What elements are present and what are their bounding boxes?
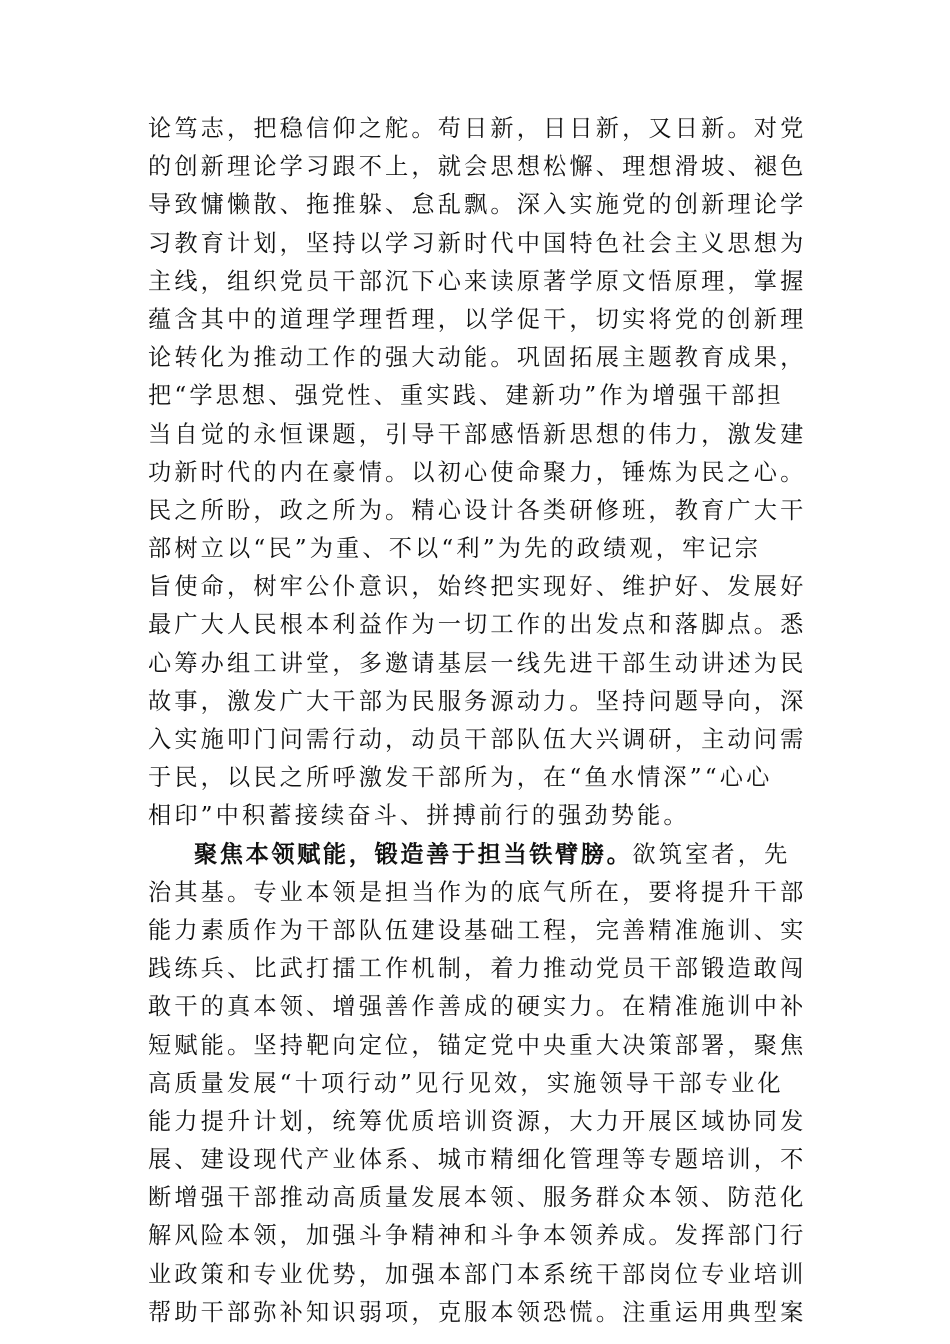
text-line: 短赋能。坚持靶向定位，锚定党中央重大决策部署，聚焦 xyxy=(148,1031,807,1059)
text-line: 习教育计划，坚持以学习新时代中国特色社会主义思想为 xyxy=(148,229,807,257)
text-line: 帮助干部弥补知识弱项，克服本领恐慌。注重运用典型案 xyxy=(148,1298,807,1326)
text-line: 把“学思想、强党性、重实践、建新功”作为增强干部担 xyxy=(148,382,784,410)
text-line: 解风险本领，加强斗争精神和斗争本领养成。发挥部门行 xyxy=(148,1222,807,1250)
text-line: 践练兵、比武打擂工作机制，着力推动党员干部锻造敢闯 xyxy=(148,955,807,983)
text-line: 敢干的真本领、增强善作善成的硬实力。在精准施训中补 xyxy=(148,993,807,1021)
text-line: 功新时代的内在豪情。以初心使命聚力，锤炼为民之心。 xyxy=(148,458,807,486)
text-line: 论笃志，把稳信仰之舵。苟日新，日日新，又日新。对党 xyxy=(148,115,807,142)
text-line: 部树立以“民”为重、不以“利”为先的政绩观，牢记宗 xyxy=(148,535,762,563)
paragraph-first-line-text: 欲筑室者，先 xyxy=(632,840,791,868)
text-line: 故事，激发广大干部为民服务源动力。坚持问题导向，深 xyxy=(148,687,807,715)
text-line: 治其基。专业本领是担当作为的底气所在，要将提升干部 xyxy=(148,878,807,906)
text-line: 入实施叩门问需行动，动员干部队伍大兴调研，主动问需 xyxy=(148,726,807,753)
text-line: 蕴含其中的道理学理哲理，以学促干，切实将党的创新理 xyxy=(148,305,807,333)
text-line: 能力素质作为干部队伍建设基础工程，完善精准施训、实 xyxy=(148,916,807,944)
text-line: 于民，以民之所呼激发干部所为，在“鱼水情深”“心心 xyxy=(148,764,773,792)
text-line: 最广大人民根本利益作为一切工作的出发点和落脚点。悉 xyxy=(148,611,807,639)
text-line: 当自觉的永恒课题，引导干部感悟新思想的伟力，激发建 xyxy=(148,420,807,448)
text-line: 断增强干部推动高质量发展本领、服务群众本领、防范化 xyxy=(148,1184,807,1212)
text-line: 高质量发展“十项行动”见行见效，实施领导干部专业化 xyxy=(148,1069,784,1097)
text-line: 业政策和专业优势，加强本部门本系统干部岗位专业培训 xyxy=(148,1260,807,1288)
paragraph-first-line xyxy=(148,836,808,874)
text-line: 民之所盼，政之所为。精心设计各类研修班，教育广大干 xyxy=(148,496,807,524)
body-text xyxy=(148,110,808,1332)
text-line: 展、建设现代产业体系、城市精细化管理等专题培训，不 xyxy=(148,1146,807,1174)
text-line: 旨使命，树牢公仆意识，始终把实现好、维护好、发展好 xyxy=(148,573,807,601)
text-line: 心筹办组工讲堂，多邀请基层一线先进干部生动讲述为民 xyxy=(148,649,807,677)
text-line: 导致慵懒散、拖推躲、怠乱飘。深入实施党的创新理论学 xyxy=(148,191,807,219)
text-line: 论转化为推动工作的强大动能。巩固拓展主题教育成果， xyxy=(148,344,807,372)
text-line: 主线，组织党员干部沉下心来读原著学原文悟原理，掌握 xyxy=(148,267,807,295)
text-line: 相印”中积蓄接续奋斗、拼搏前行的强劲势能。 xyxy=(148,802,690,830)
text-line: 的创新理论学习跟不上，就会思想松懈、理想滑坡、褪色 xyxy=(148,153,807,181)
text-line: 能力提升计划，统筹优质培训资源，大力开展区域协同发 xyxy=(148,1107,807,1135)
paragraph-heading: 聚焦本领赋能，锻造善于担当铁臂膀。 xyxy=(194,840,633,868)
